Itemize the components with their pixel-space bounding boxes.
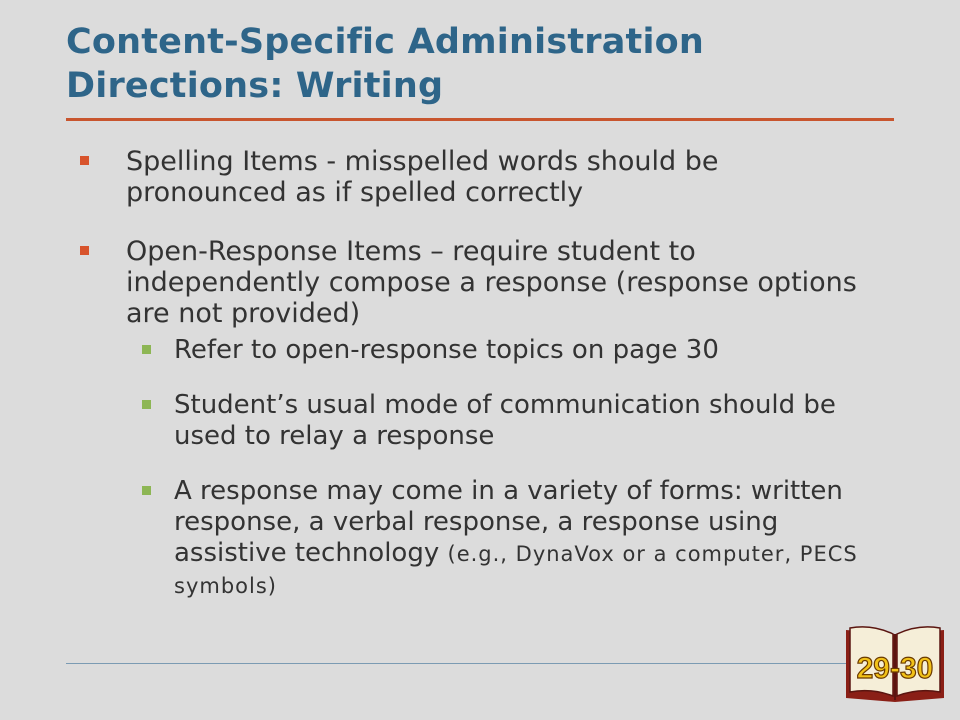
square-bullet-icon xyxy=(80,246,89,255)
square-bullet-icon xyxy=(142,486,151,495)
sub-bullet-main-text: A response may come in a variety of forms: written response, a verbal response, a response using assistive technology xyxy=(174,476,843,568)
square-bullet-icon xyxy=(142,400,151,409)
footer-divider xyxy=(66,663,846,664)
bullet-item-spelling xyxy=(78,146,858,208)
open-book-icon xyxy=(840,622,950,704)
sub-bullet-item xyxy=(126,390,858,452)
sub-bullet-text xyxy=(174,476,858,602)
sub-bullet-text: Student’s usual mode of communication should be used to relay a response xyxy=(174,390,836,451)
sub-bullet-item xyxy=(126,335,858,366)
book-page-label: 29-30 xyxy=(856,652,934,685)
bullet-item-open-response xyxy=(78,236,858,602)
sub-bullet-small-text: (e.g., DynaVox or a computer, PECS symbols) xyxy=(174,542,858,598)
sub-bullet-list xyxy=(126,335,858,602)
sub-bullet-text: Refer to open-response topics on page 30 xyxy=(174,335,719,365)
bullet-text: Spelling Items - misspelled words should be pronounced as if spelled correctly xyxy=(126,146,719,208)
title-divider xyxy=(66,118,894,121)
square-bullet-icon xyxy=(142,345,151,354)
sub-bullet-item xyxy=(126,476,858,602)
bullet-text: Open-Response Items – require student to independently compose a response (response options are not provided) xyxy=(126,236,857,329)
bullet-list xyxy=(78,146,858,602)
title-line-2: Directions: Writing xyxy=(66,66,444,106)
title-line-1: Content-Specific Administration xyxy=(66,22,705,62)
slide-title xyxy=(66,20,926,108)
square-bullet-icon xyxy=(80,156,89,165)
